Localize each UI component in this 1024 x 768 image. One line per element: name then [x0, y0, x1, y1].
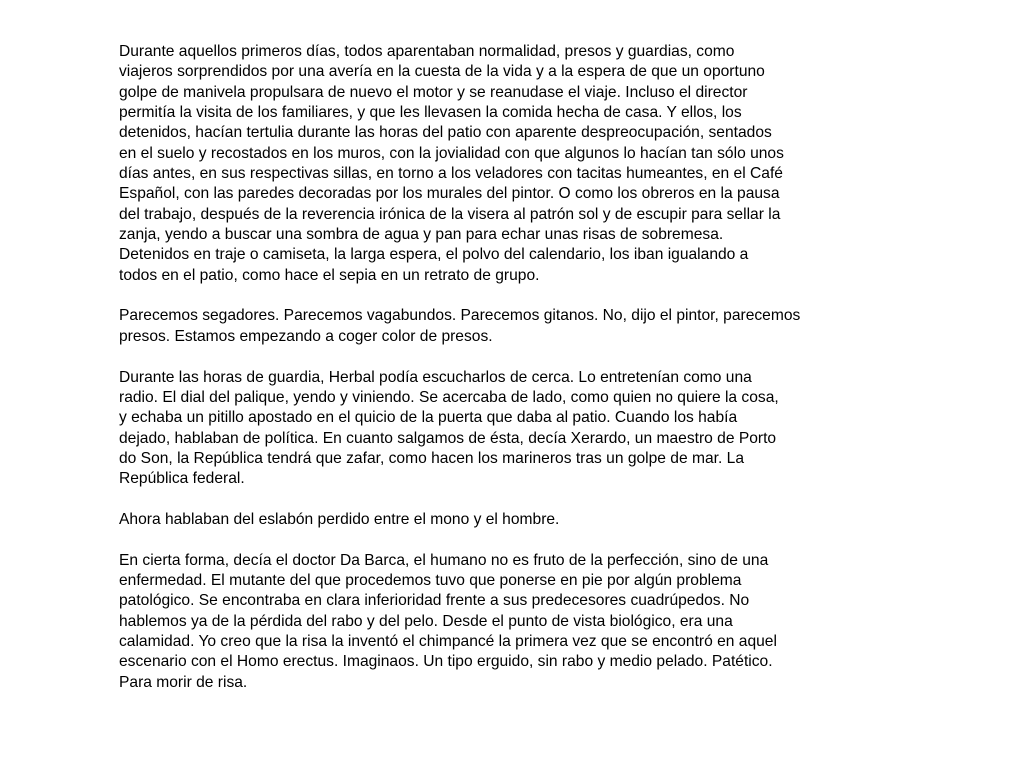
paragraph-3 — [119, 368, 919, 490]
paragraph-1 — [119, 42, 919, 286]
paragraph-1-line-4: permitía la visita de los familiares, y que les llevasen la comida hecha de casa. Y ellos, los — [119, 104, 742, 122]
paragraph-3-line-4: dejado, hablaban de política. En cuanto salgamos de ésta, decía Xerardo, un maestro de Porto — [119, 429, 777, 447]
paragraph-4-line-1: Ahora hablaban del eslabón perdido entre el mono y el hombre. — [119, 510, 560, 528]
paragraph-2-line-1: Parecemos segadores. Parecemos vagabundos. Parecemos gitanos. No, dijo el pintor, parecemos — [119, 307, 801, 325]
paragraph-3-line-6: República federal. — [119, 470, 245, 488]
paragraph-5-line-5: calamidad. Yo creo que la risa la inventó el chimpancé la primera vez que se encontró en aquel — [119, 632, 777, 650]
paragraph-5 — [119, 551, 919, 693]
paragraph-1-line-8: Español, con las paredes decoradas por los murales del pintor. O como los obreros en la pausa — [119, 185, 780, 203]
paragraph-5-line-3: patológico. Se encontraba en clara inferioridad frente a sus predecesores cuadrúpedos. No — [119, 592, 750, 610]
paragraph-1-line-3: golpe de manivela propulsara de nuevo el motor y se reanudase el viaje. Incluso el director — [119, 83, 748, 101]
paragraph-4 — [119, 510, 919, 530]
paragraph-1-line-9: del trabajo, después de la reverencia irónica de la visera al patrón sol y de escupir para sellar la — [119, 205, 781, 223]
paragraph-1-line-11: Detenidos en traje o camiseta, la larga espera, el polvo del calendario, los iban igualando a — [119, 246, 749, 264]
paragraph-5-line-1: En cierta forma, decía el doctor Da Barca, el humano no es fruto de la perfección, sino de una — [119, 551, 769, 569]
paragraph-3-line-3: y echaba un pitillo apostado en el quicio de la puerta que daba al patio. Cuando los había — [119, 409, 738, 427]
paragraph-2 — [119, 306, 919, 347]
paragraph-5-line-7: Para morir de risa. — [119, 673, 248, 691]
document-body — [119, 42, 919, 713]
paragraph-5-line-2: enfermedad. El mutante del que procedemos tuvo que ponerse en pie por algún problema — [119, 571, 742, 589]
paragraph-1-line-7: días antes, en sus respectivas sillas, en torno a los veladores con tacitas humeantes, en el Café — [119, 165, 783, 183]
paragraph-1-line-2: viajeros sorprendidos por una avería en la cuesta de la vida y a la espera de que un oportuno — [119, 63, 765, 81]
paragraph-1-line-10: zanja, yendo a buscar una sombra de agua y pan para echar unas risas de sobremesa. — [119, 226, 724, 244]
paragraph-1-line-12: todos en el patio, como hace el sepia en un retrato de grupo. — [119, 266, 540, 284]
paragraph-1-line-5: detenidos, hacían tertulia durante las horas del patio con aparente despreocupación, sentados — [119, 124, 772, 142]
paragraph-2-line-2: presos. Estamos empezando a coger color de presos. — [119, 327, 493, 345]
paragraph-5-line-6: escenario con el Homo erectus. Imaginaos. Un tipo erguido, sin rabo y medio pelado. Patético. — [119, 653, 773, 671]
paragraph-5-line-4: hablemos ya de la pérdida del rabo y del pelo. Desde el punto de vista biológico, era una — [119, 612, 733, 630]
paragraph-3-line-5: do Son, la República tendrá que zafar, como hacen los marineros tras un golpe de mar. La — [119, 449, 744, 467]
paragraph-1-line-6: en el suelo y recostados en los muros, con la jovialidad con que algunos lo hacían tan sólo unos — [119, 144, 784, 162]
paragraph-1-line-1: Durante aquellos primeros días, todos aparentaban normalidad, presos y guardias, como — [119, 43, 735, 60]
paragraph-3-line-2: radio. El dial del palique, yendo y viniendo. Se acercaba de lado, como quien no quiere la cosa, — [119, 388, 779, 406]
paragraph-3-line-1: Durante las horas de guardia, Herbal podía escucharlos de cerca. Lo entretenían como una — [119, 368, 752, 386]
